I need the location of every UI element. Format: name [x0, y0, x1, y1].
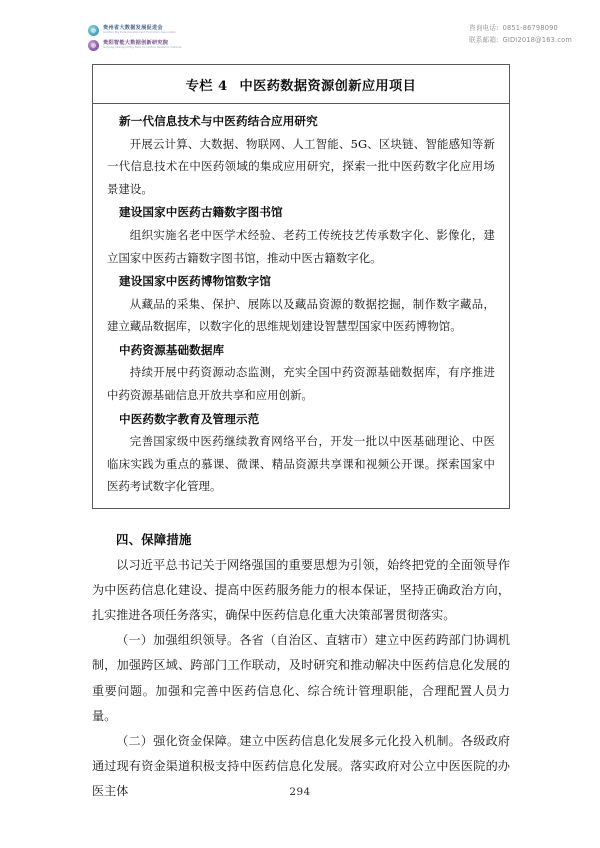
- organization-logos: [88, 24, 181, 51]
- column-item: [107, 339, 495, 407]
- organization-name-block: [103, 41, 181, 50]
- column-item-heading: 中药资源基础数据库: [119, 342, 225, 357]
- contact-email-value: GIDI2018@163.com: [502, 35, 572, 44]
- column-box: [92, 64, 510, 509]
- document-header: [0, 24, 600, 56]
- contact-email-label: 联系邮箱:: [468, 35, 499, 44]
- column-item-body: 从藏品的采集、保护、展陈以及藏品资源的数据挖掘，制作数字藏品，建立藏品数据库，以数字化的思维规划建设智慧型国家中医药博物馆。: [107, 296, 495, 334]
- column-item: [107, 110, 495, 200]
- contact-email: [469, 37, 572, 44]
- column-item-body: 组织实施名老中医学术经验、老药工传统技艺传承数字化、影像化，建立国家中医药古籍数字图书馆，推动中医古籍数字化。: [107, 227, 495, 265]
- organization-name-block: [103, 26, 176, 35]
- column-box-title-main: 中医药数据资源创新应用项目: [239, 79, 417, 94]
- section-paragraph: 以习近平总书记关于网络强国的重要思想为引领，始终把党的全面领导作为中医药信息化建设、提高中医药服务能力的根本保证，坚持正确政治方向，扎实推进各项任务落实，确保中医药信息化重大决策部署贯彻落实。: [92, 557, 510, 623]
- column-box-body: [93, 104, 509, 508]
- organization-logo-secondary: [88, 39, 181, 51]
- column-item: [107, 201, 495, 269]
- body-section: [92, 528, 510, 804]
- contact-phone-value: 0851-86798090: [502, 24, 558, 32]
- circular-logo-teal-icon: [88, 25, 99, 36]
- column-item-body: 持续开展中药资源动态监测，充实全国中药资源基础数据库，有序推进中药资源基础信息开放共享和应用创新。: [107, 365, 495, 402]
- column-item-heading: 新一代信息技术与中医药结合应用研究: [119, 114, 318, 128]
- organization-name-cn: 贵阳智能大数据创新研究院: [103, 39, 169, 46]
- section-paragraph: （二）强化资金保障。建立中医药信息化发展多元化投入机制。各级政府通过现有资金渠道积极支持中医药信息化发展。落实政府对公立中医医院的办医主体: [92, 733, 510, 799]
- page-number: 294: [289, 786, 311, 798]
- column-item: [107, 408, 495, 498]
- column-box-title: [93, 65, 509, 104]
- organization-name-en: Guiyang Intelligent Big Data Innovation Research Institute: [103, 45, 182, 49]
- contact-phone: [469, 25, 558, 32]
- column-item: [107, 270, 495, 338]
- organization-name-cn: 贵州省大数据发展促进会: [103, 24, 163, 31]
- contact-info: [469, 25, 572, 43]
- column-item-heading: 建设国家中医药博物馆数字馆: [119, 274, 272, 289]
- organization-name-en: Guizhou Big Data Development Promotion Association: [103, 30, 176, 34]
- column-box-title-prefix: 专栏 4: [185, 79, 228, 94]
- contact-phone-label: 咨询电话:: [468, 24, 499, 32]
- column-item-body: 完善国家级中医药继续教育网络平台，开发一批以中医基础理论、中医临床实践为重点的慕课、微课、精品资源共享课和视频公开课。探索国家中医药考试数字化管理。: [107, 434, 495, 494]
- section-paragraph: （一）加强组织领导。各省（自治区、直辖市）建立中医药跨部门协调机制，加强跨区域、跨部门工作联动，及时研究和推动解决中医药信息化发展的重要问题。加强和完善中医药信息化、综合统计管理职能，合理配置人员力量。: [92, 633, 510, 723]
- column-item-body: 开展云计算、大数据、物联网、人工智能、5G、区块链、智能感知等新一代信息技术在中医药领域的集成应用研究，探索一批中医药数字化应用场景建设。: [107, 136, 495, 196]
- column-item-heading: 中医药数字教育及管理示范: [119, 411, 260, 426]
- organization-logo-primary: [88, 24, 181, 36]
- section-heading: 四、保障措施: [116, 532, 192, 547]
- circular-logo-violet-icon: [88, 40, 99, 51]
- column-item-heading: 建设国家中医药古籍数字图书馆: [119, 205, 283, 220]
